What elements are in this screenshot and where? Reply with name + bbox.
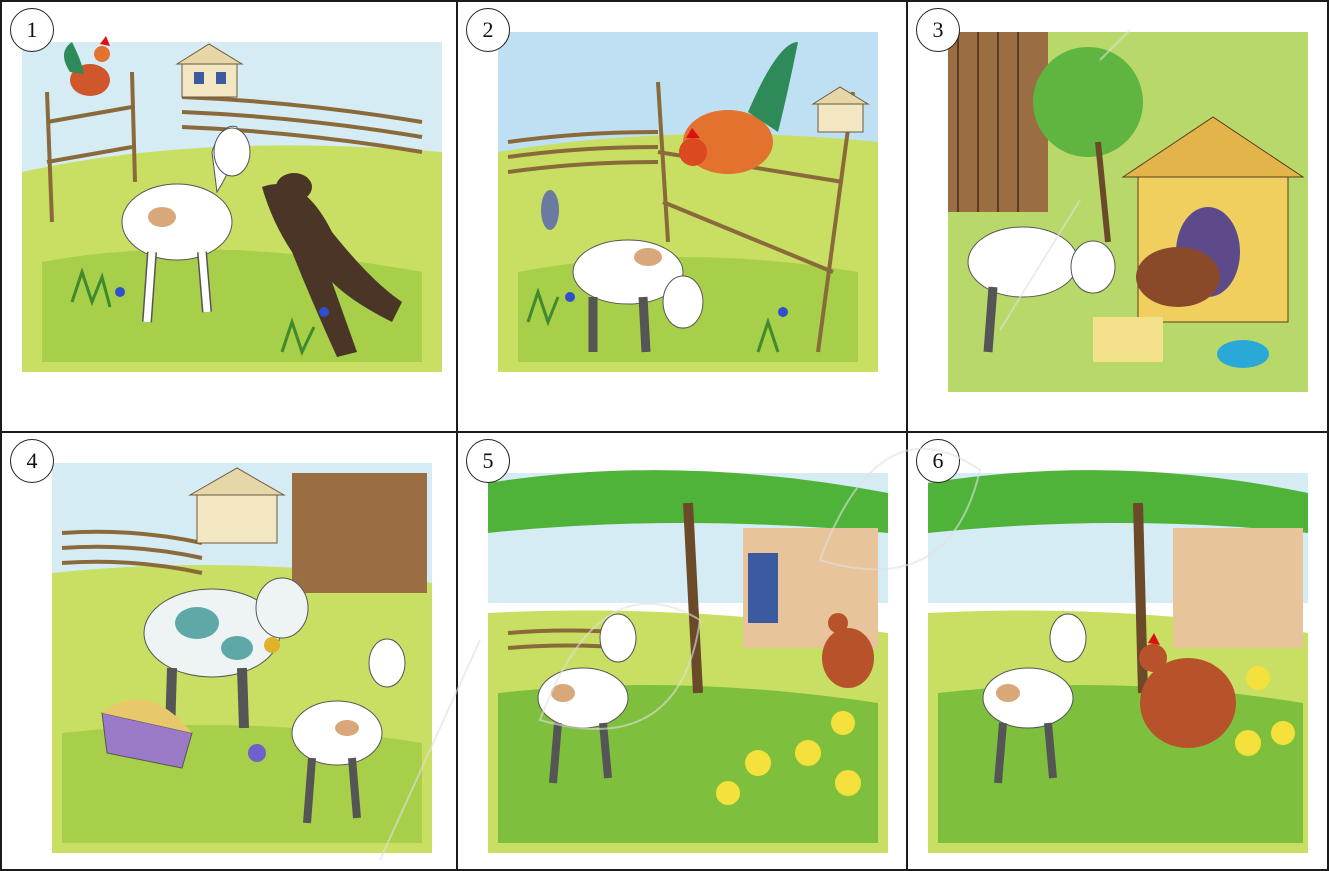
food-bowl bbox=[1217, 340, 1269, 368]
panel-number-badge: 1 bbox=[10, 8, 54, 52]
barn-wall bbox=[292, 473, 427, 593]
panel-4-illustration bbox=[2, 433, 458, 871]
panel-1 bbox=[0, 0, 458, 433]
panel-2 bbox=[456, 0, 908, 433]
dog bbox=[1136, 247, 1220, 307]
panel-number-badge: 5 bbox=[466, 439, 510, 483]
panel-6-illustration bbox=[908, 433, 1329, 871]
panel-5-illustration bbox=[458, 433, 908, 871]
panel-1-illustration bbox=[2, 2, 458, 433]
panel-6 bbox=[906, 431, 1329, 871]
cat bbox=[541, 190, 559, 230]
panel-5 bbox=[456, 431, 908, 871]
panel-2-illustration bbox=[458, 2, 908, 433]
panel-number-badge: 4 bbox=[10, 439, 54, 483]
panel-number-badge: 6 bbox=[916, 439, 960, 483]
barn-door bbox=[748, 553, 778, 623]
flower bbox=[248, 744, 266, 762]
mat bbox=[1093, 317, 1163, 362]
panel-4 bbox=[0, 431, 458, 871]
panel-3-illustration bbox=[908, 2, 1329, 433]
panel-number-badge: 2 bbox=[466, 8, 510, 52]
panel-3 bbox=[906, 0, 1329, 433]
barn bbox=[1173, 528, 1303, 648]
panel-number-badge: 3 bbox=[916, 8, 960, 52]
